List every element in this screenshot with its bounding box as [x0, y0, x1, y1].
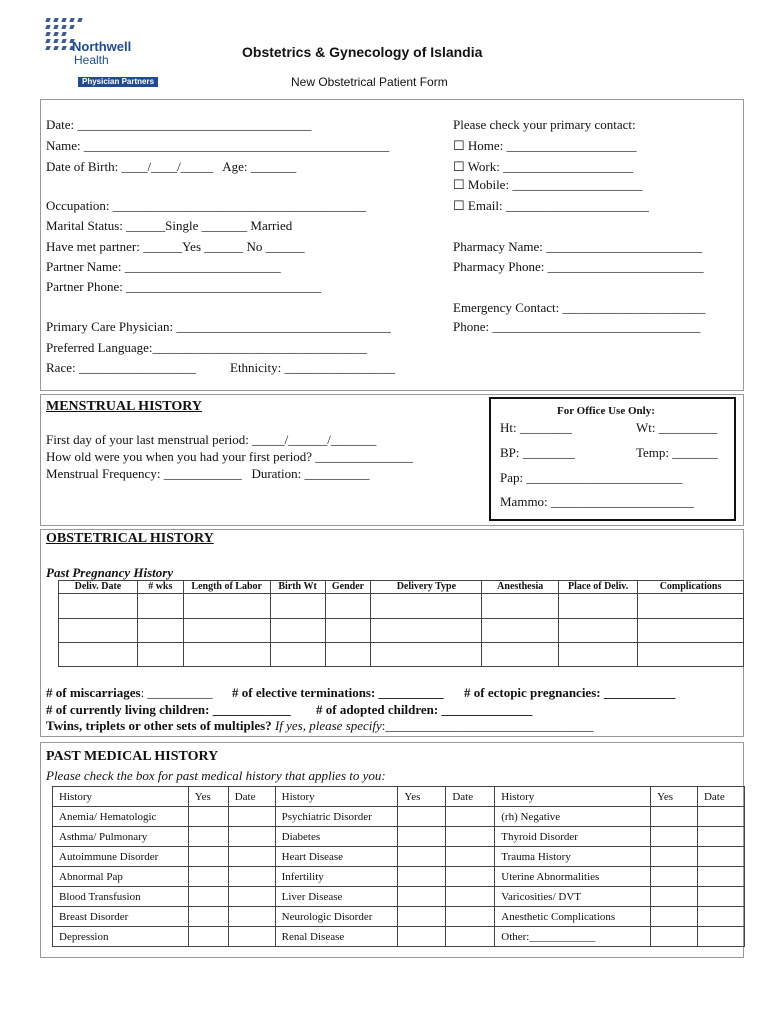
date-cell[interactable]: [228, 867, 275, 887]
pharmacy-name-field[interactable]: Pharmacy Name: ________________________: [453, 239, 703, 254]
email-checkbox[interactable]: ☐ Email: ______________________: [453, 198, 649, 213]
yes-cell[interactable]: [651, 867, 698, 887]
condition-label: Breast Disorder: [53, 907, 189, 927]
obstetrical-history-heading: OBSTETRICAL HISTORY: [46, 531, 214, 546]
office-weight-field[interactable]: Wt: _________: [636, 420, 718, 435]
table-row: [53, 867, 745, 887]
table-row[interactable]: [59, 594, 744, 619]
condition-label: Anesthetic Complications: [495, 907, 651, 927]
logo: [44, 16, 164, 90]
column-header: # wks: [137, 581, 183, 594]
condition-label: (rh) Negative: [495, 807, 651, 827]
yes-cell[interactable]: [651, 907, 698, 927]
condition-label: Depression: [53, 927, 189, 947]
table-row: [53, 927, 745, 947]
column-header: Place of Deliv.: [559, 581, 638, 594]
multiples-label: Twins, triplets or other sets of multiples?: [46, 718, 272, 733]
column-header: History: [53, 787, 189, 807]
date-cell[interactable]: [697, 827, 744, 847]
adopted-children-field[interactable]: # of adopted children: ______________: [316, 702, 533, 717]
table-row: [53, 847, 745, 867]
condition-label: Blood Transfusion: [53, 887, 189, 907]
column-header: Delivery Type: [371, 581, 482, 594]
office-use-heading: For Office Use Only:: [557, 405, 655, 417]
race-field[interactable]: Race: __________________: [46, 360, 196, 375]
yes-cell[interactable]: [651, 847, 698, 867]
yes-cell[interactable]: [188, 867, 228, 887]
date-cell[interactable]: [228, 887, 275, 907]
office-bp-field[interactable]: BP: ________: [500, 445, 575, 460]
logo-wordmark-northwell: Northwell: [72, 39, 132, 54]
page-subtitle: New Obstetrical Patient Form: [291, 75, 448, 89]
work-phone-checkbox[interactable]: ☐ Work: ____________________: [453, 159, 634, 174]
medical-history-instruction: Please check the box for past medical history that applies to you:: [46, 768, 386, 783]
yes-cell[interactable]: [398, 907, 446, 927]
column-header: Yes: [398, 787, 446, 807]
table-row[interactable]: [59, 643, 744, 667]
table-header-row: [53, 787, 745, 807]
condition-label: Thyroid Disorder: [495, 827, 651, 847]
office-temp-field[interactable]: Temp: _______: [636, 445, 718, 460]
condition-label: Asthma/ Pulmonary: [53, 827, 189, 847]
primary-contact-prompt: Please check your primary contact:: [453, 117, 636, 132]
date-field[interactable]: Date: ____________________________________: [46, 117, 312, 132]
occupation-field[interactable]: Occupation: _______________________________________: [46, 198, 367, 213]
yes-cell[interactable]: [398, 887, 446, 907]
yes-cell[interactable]: [188, 847, 228, 867]
yes-cell[interactable]: [188, 907, 228, 927]
date-cell[interactable]: [446, 827, 495, 847]
last-period-field[interactable]: First day of your last menstrual period: _____/______/_______: [46, 432, 377, 447]
ectopic-pregnancies-field[interactable]: # of ectopic pregnancies: ___________: [464, 685, 676, 700]
partner-name-field[interactable]: Partner Name: ________________________: [46, 259, 281, 274]
date-cell[interactable]: [446, 867, 495, 887]
column-header: History: [495, 787, 651, 807]
condition-label: Autoimmune Disorder: [53, 847, 189, 867]
yes-cell[interactable]: [651, 807, 698, 827]
date-cell[interactable]: [228, 907, 275, 927]
table-header-row: [59, 581, 744, 594]
yes-cell[interactable]: [398, 807, 446, 827]
partner-phone-field[interactable]: Partner Phone: ______________________________: [46, 279, 322, 294]
yes-cell[interactable]: [398, 927, 446, 947]
condition-label: Diabetes: [275, 827, 398, 847]
mobile-phone-checkbox[interactable]: ☐ Mobile: ____________________: [453, 177, 643, 192]
marital-status-field[interactable]: Marital Status: ______Single _______ Married: [46, 218, 293, 233]
date-cell[interactable]: [697, 927, 744, 947]
column-header: Date: [446, 787, 495, 807]
office-height-field[interactable]: Ht: ________: [500, 420, 572, 435]
office-mammo-field[interactable]: Mammo: ______________________: [500, 494, 694, 509]
primary-care-physician-field[interactable]: Primary Care Physician: _________________________________: [46, 319, 391, 334]
page-title: Obstetrics & Gynecology of Islandia: [242, 44, 483, 60]
first-period-age-field[interactable]: How old were you when you had your first period? _______________: [46, 449, 413, 464]
date-cell[interactable]: [697, 867, 744, 887]
home-phone-checkbox[interactable]: ☐ Home: ____________________: [453, 138, 637, 153]
logo-tagline: Physician Partners: [78, 77, 158, 87]
condition-label: Liver Disease: [275, 887, 398, 907]
yes-cell[interactable]: [651, 887, 698, 907]
condition-label: Psychiatric Disorder: [275, 807, 398, 827]
condition-label: Other:____________: [495, 927, 651, 947]
menstrual-frequency-field[interactable]: Menstrual Frequency: ____________ Duration: __________: [46, 466, 370, 481]
column-header: Date: [228, 787, 275, 807]
yes-cell[interactable]: [188, 887, 228, 907]
living-children-field[interactable]: # of currently living children: ____________: [46, 702, 291, 717]
logo-wordmark-health: Health: [74, 53, 109, 67]
name-field[interactable]: Name: _______________________________________________: [46, 138, 390, 153]
yes-cell[interactable]: [651, 827, 698, 847]
miscarriages-blank: : __________: [140, 685, 213, 700]
column-header: Complications: [638, 581, 744, 594]
date-cell[interactable]: [697, 807, 744, 827]
yes-cell[interactable]: [398, 867, 446, 887]
condition-label: Anemia/ Hematologic: [53, 807, 189, 827]
menstrual-history-heading: MENSTRUAL HISTORY: [46, 399, 203, 414]
yes-cell[interactable]: [398, 847, 446, 867]
met-partner-field[interactable]: Have met partner: ______Yes ______ No ______: [46, 239, 305, 254]
column-header: Yes: [188, 787, 228, 807]
date-cell[interactable]: [228, 847, 275, 867]
multiples-field[interactable]: [46, 719, 593, 732]
date-cell[interactable]: [446, 807, 495, 827]
dob-age-field[interactable]: Date of Birth: ____/____/_____ Age: _______: [46, 159, 297, 174]
date-cell[interactable]: [697, 847, 744, 867]
emergency-contact-field[interactable]: Emergency Contact: ______________________: [453, 300, 706, 315]
table-row: [53, 907, 745, 927]
date-cell[interactable]: [228, 827, 275, 847]
pharmacy-phone-field[interactable]: Pharmacy Phone: ________________________: [453, 259, 704, 274]
table-row: [53, 807, 745, 827]
yes-cell[interactable]: [651, 927, 698, 947]
column-header: Deliv. Date: [59, 581, 138, 594]
past-pregnancy-table: [58, 580, 744, 667]
date-cell[interactable]: [697, 907, 744, 927]
date-cell[interactable]: [697, 887, 744, 907]
yes-cell[interactable]: [188, 807, 228, 827]
date-cell[interactable]: [446, 927, 495, 947]
emergency-phone-field[interactable]: Phone: ________________________________: [453, 319, 701, 334]
date-cell[interactable]: [228, 927, 275, 947]
table-row[interactable]: [59, 619, 744, 643]
column-header: Length of Labor: [183, 581, 270, 594]
past-pregnancy-subheading: Past Pregnancy History: [46, 565, 174, 580]
condition-label: Trauma History: [495, 847, 651, 867]
yes-cell[interactable]: [398, 827, 446, 847]
medical-history-table: [52, 786, 745, 947]
column-header: Date: [697, 787, 744, 807]
column-header: Yes: [651, 787, 698, 807]
table-row: [53, 887, 745, 907]
multiples-blank: :________________________________: [381, 718, 594, 733]
date-cell[interactable]: [446, 907, 495, 927]
past-medical-history-heading: PAST MEDICAL HISTORY: [46, 749, 219, 764]
condition-label: Uterine Abnormalities: [495, 867, 651, 887]
condition-label: Infertility: [275, 867, 398, 887]
column-header: Gender: [325, 581, 371, 594]
multiples-specify-label: If yes, please specify: [271, 718, 382, 733]
elective-terminations-field[interactable]: # of elective terminations: __________: [232, 685, 444, 700]
date-cell[interactable]: [446, 847, 495, 867]
office-pap-field[interactable]: Pap: ________________________: [500, 470, 683, 485]
table-row: [53, 827, 745, 847]
ethnicity-field[interactable]: Ethnicity: _________________: [230, 360, 396, 375]
preferred-language-field[interactable]: Preferred Language:_________________________________: [46, 340, 367, 355]
yes-cell[interactable]: [188, 927, 228, 947]
condition-label: Varicosities/ DVT: [495, 887, 651, 907]
condition-label: Neurologic Disorder: [275, 907, 398, 927]
condition-label: Abnormal Pap: [53, 867, 189, 887]
yes-cell[interactable]: [188, 827, 228, 847]
column-header: Anesthesia: [482, 581, 559, 594]
date-cell[interactable]: [446, 887, 495, 907]
date-cell[interactable]: [228, 807, 275, 827]
column-header: History: [275, 787, 398, 807]
condition-label: Heart Disease: [275, 847, 398, 867]
condition-label: Renal Disease: [275, 927, 398, 947]
column-header: Birth Wt: [270, 581, 325, 594]
miscarriages-label: # of miscarriages: [46, 685, 141, 700]
miscarriages-field[interactable]: [46, 686, 212, 699]
